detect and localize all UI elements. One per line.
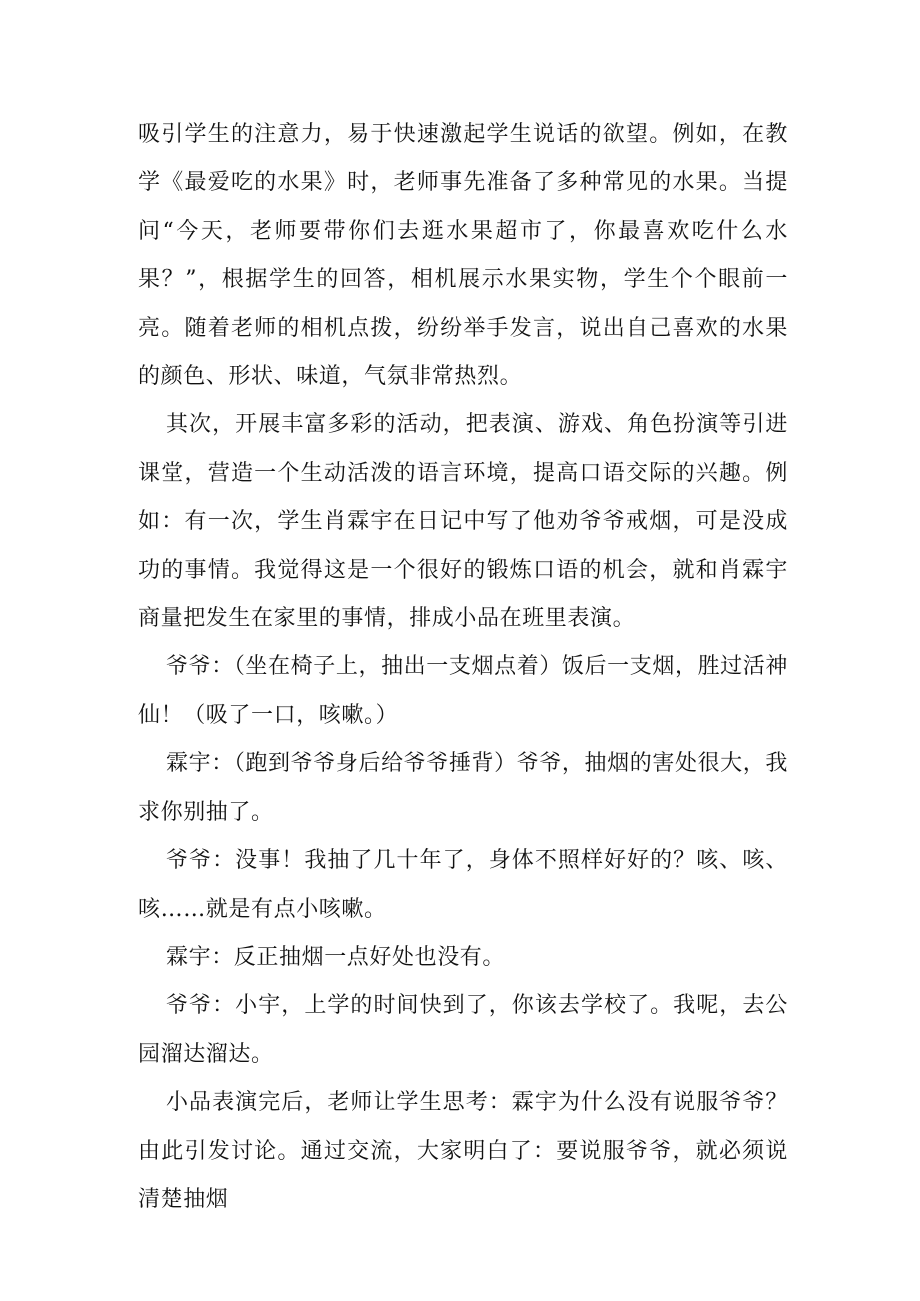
paragraph-activities: 其次，开展丰富多彩的活动，把表演、游戏、角色扮演等引进课堂，营造一个生动活泼的语言环境，提高口语交际的兴趣。例如：有一次，学生肖霖宇在日记中写了他劝爷爷戒烟，可是没成功的事情。我觉得这是一个很好的锻炼口语的机会，就和肖霖宇商量把发生在家里的事情，排成小品在班里表演。 bbox=[138, 412, 788, 632]
paragraph-discussion: 小品表演完后，老师让学生思考：霖宇为什么没有说服爷爷？由此引发讨论。通过交流，大家明白了：要说服爷爷，就必须说清楚抽烟 bbox=[138, 1090, 788, 1212]
paragraph-fruit-example: 吸引学生的注意力，易于快速激起学生说话的欲望。例如，在教学《最爱吃的水果》时，老师事先准备了多种常见的水果。当提问“今天，老师要带你们去逛水果超市了，你最喜欢吃什么水果？”，根据学生的回答，相机展示水果实物，学生个个眼前一亮。随着老师的相机点拨，纷纷举手发言，说出自己喜欢的水果的颜色、形状、味道，气氛非常热烈。 bbox=[138, 122, 788, 390]
dialogue-grandpa-2: 爷爷：没事！我抽了几十年了，身体不照样好好的？咳、咳、咳……就是有点小咳嗽。 bbox=[138, 848, 788, 922]
dialogue-linyu-1: 霖宇：（跑到爷爷身后给爷爷捶背）爷爷，抽烟的害处很大，我求你别抽了。 bbox=[138, 751, 788, 825]
document-body bbox=[138, 111, 788, 1224]
dialogue-linyu-2: 霖宇：反正抽烟一点好处也没有。 bbox=[166, 944, 506, 970]
dialogue-grandpa-1: 爷爷：（坐在椅子上，抽出一支烟点着）饭后一支烟，胜过活神仙！（吸了一口，咳嗽。） bbox=[138, 654, 788, 728]
dialogue-grandpa-3: 爷爷：小宇，上学的时间快到了，你该去学校了。我呢，去公园溜达溜达。 bbox=[138, 993, 788, 1067]
